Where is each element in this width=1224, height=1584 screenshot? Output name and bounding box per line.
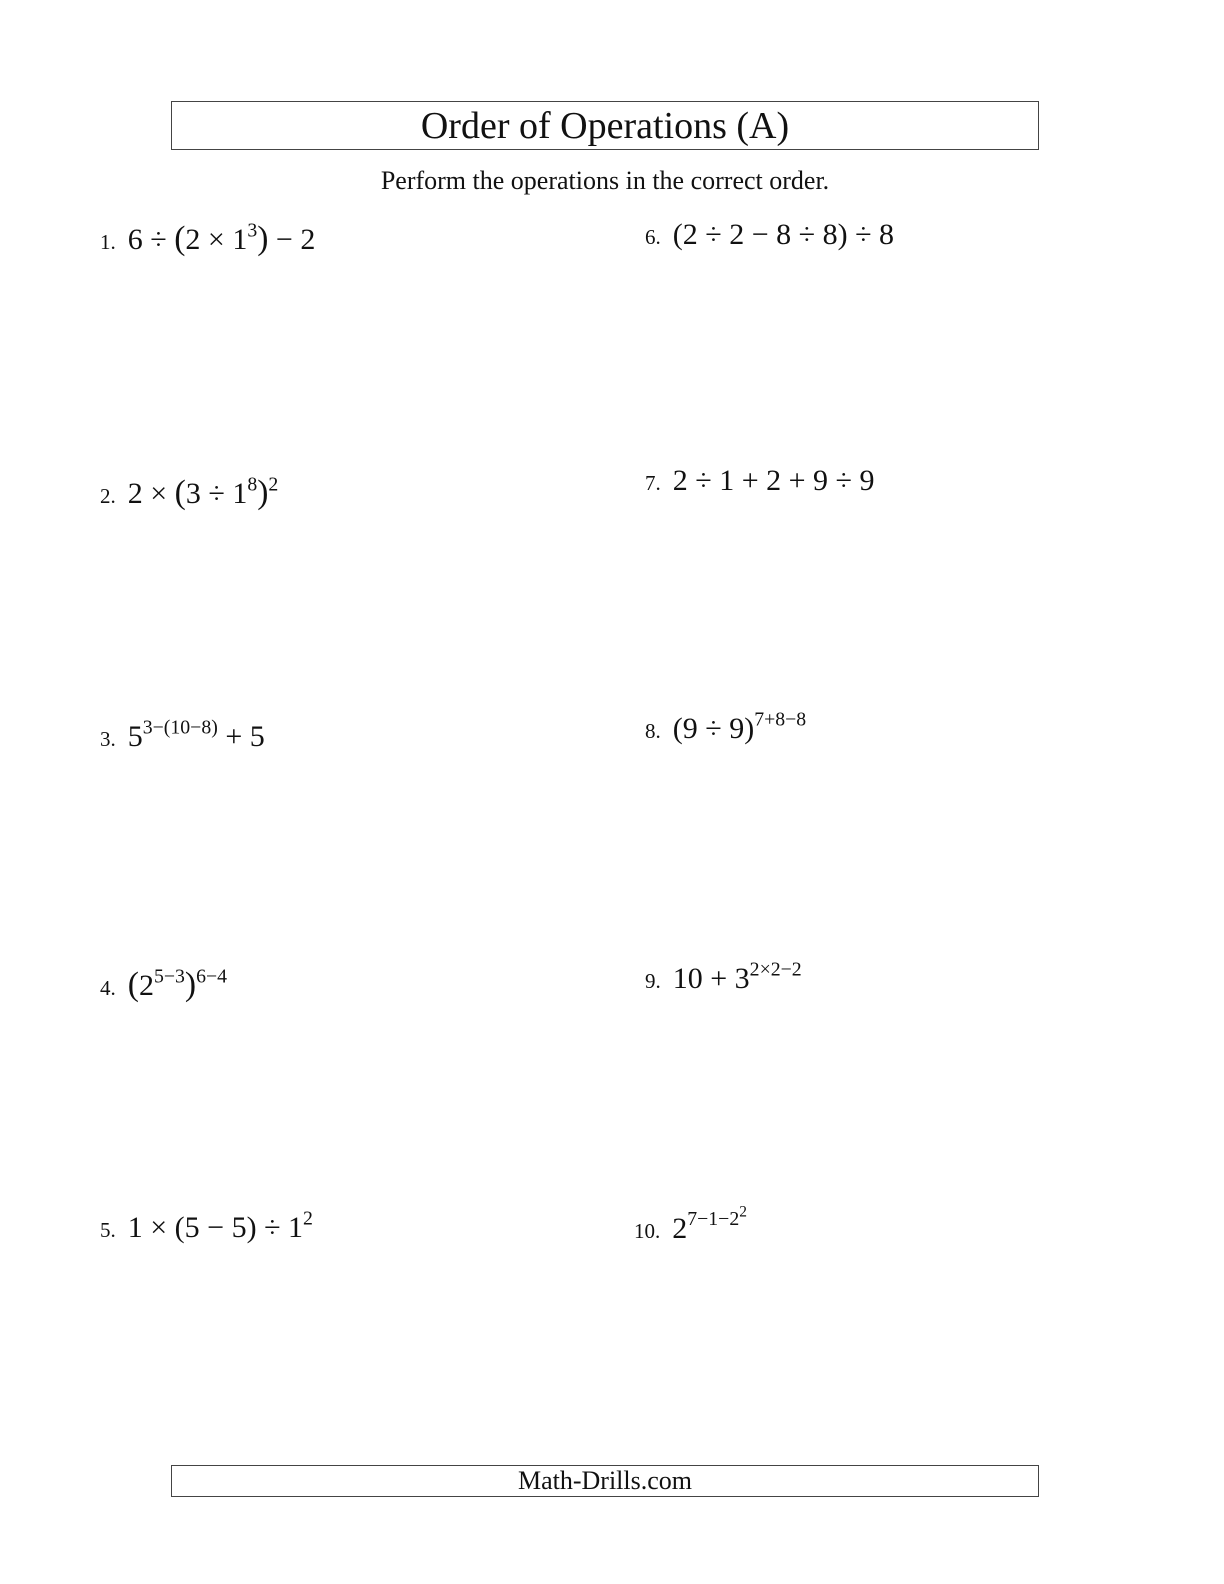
footer-site-name: Math-Drills.com [517,1466,693,1495]
problem-number: 1. [100,230,116,254]
problem-number: 4. [100,976,116,1000]
problem-3 [100,716,265,753]
problem-expression: $6 \div (2 \times 1^3) - 2$ [127,219,316,257]
exponent: 6−4 [196,965,227,988]
problem-7 [645,466,875,496]
problem-expression: $2^{7-1-2^2}$ [672,1204,747,1245]
problem-number: 8. [645,719,661,743]
exponent: 2×2−2 [749,958,802,981]
problem-number: 3. [100,727,116,751]
worksheet-instructions: Perform the operations in the correct order. [380,166,830,195]
exponent: 7+8−8 [754,708,807,731]
worksheet-title: Order of Operations (A) [420,104,790,147]
exponent-of-exponent: 2 [739,1204,747,1221]
problem-4 [100,965,227,1003]
problem-number: 2. [100,484,116,508]
exponent: 7−1−22 [687,1204,747,1231]
problem-number: 9. [645,969,661,993]
problem-expression: $1 \times (5 - 5) \div 1^2$ [127,1207,313,1244]
problem-expression: $(2^{5-3})^{6-4}$ [127,965,227,1003]
problem-number: 7. [645,471,661,495]
problem-expression: 2 ÷ 1 + 2 + 9 ÷ 9 [672,464,875,497]
exponent: 5−3 [153,965,185,988]
problem-number: 5. [100,1218,116,1242]
problem-1 [100,219,316,257]
exponent: 2 [268,473,279,496]
problem-expression: $10 + 3^{2\times 2-2}$ [672,958,802,995]
worksheet-title-box [171,101,1039,150]
footer-box [171,1465,1039,1497]
problem-5 [100,1207,313,1244]
problem-6 [645,220,894,250]
problem-2 [100,473,279,511]
problem-expression: $(9 \div 9)^{7+8-8}$ [672,708,807,745]
problem-number: 10. [634,1218,661,1243]
problem-9 [645,958,802,995]
problem-expression: $2 \times (3 \div 1^8)^2$ [127,473,279,511]
exponent: 3 [247,219,258,242]
problem-number: 6. [645,225,661,249]
exponent: 8 [247,473,258,496]
exponent: 2 [303,1207,313,1230]
exponent: 3−(10−8) [142,716,218,739]
problem-expression: (2 ÷ 2 − 8 ÷ 8) ÷ 8 [672,218,895,251]
problem-8 [645,708,807,745]
problem-10 [634,1204,747,1245]
problem-expression: $5^{3-(10-8)} + 5$ [127,716,265,753]
